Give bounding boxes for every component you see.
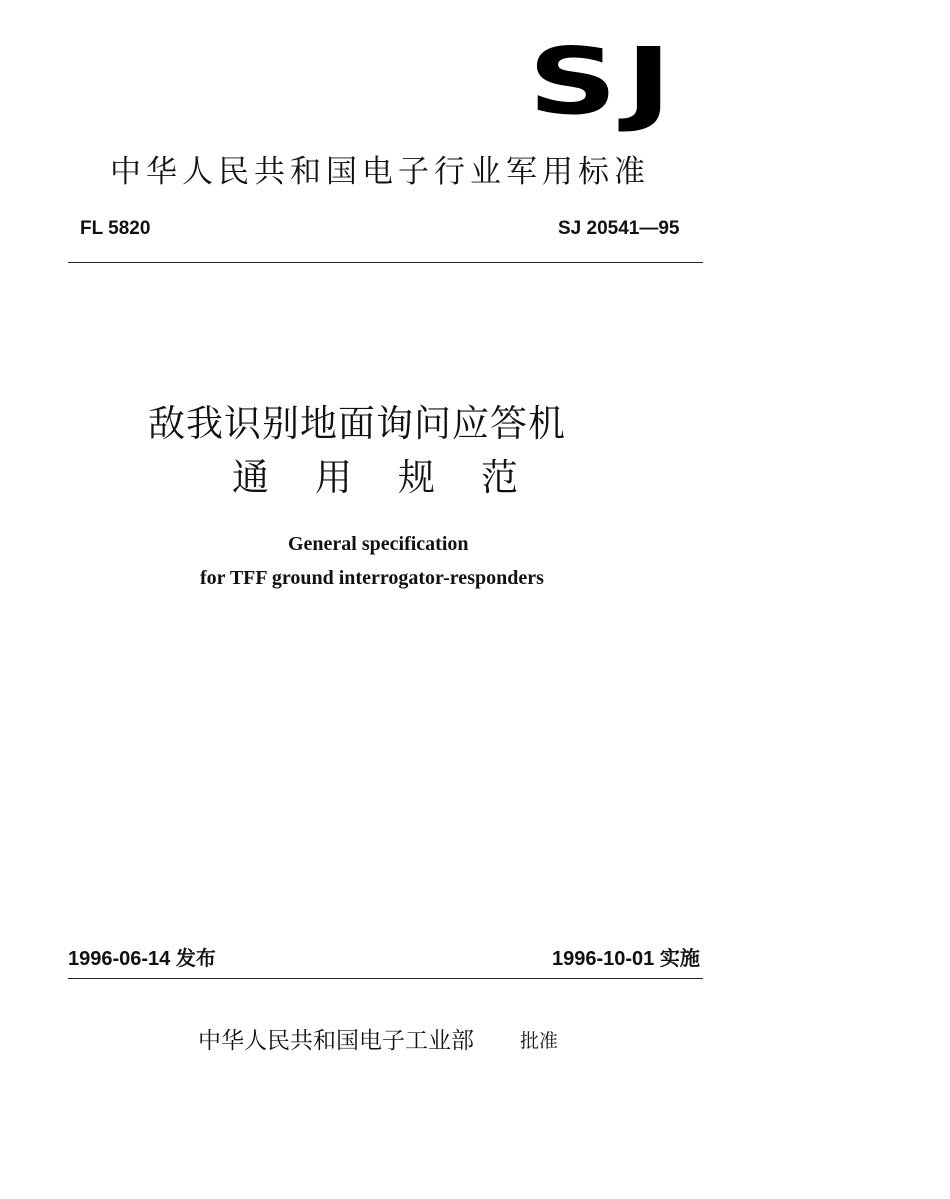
approver-org: 中华人民共和国电子工业部 xyxy=(198,1028,474,1054)
title-cn-line2: 通用规范 xyxy=(232,456,564,499)
classification-code: FL 5820 xyxy=(80,218,151,239)
title-en-line1: General specification xyxy=(288,533,469,555)
header-divider xyxy=(68,262,703,263)
approval-label: 批准 xyxy=(520,1030,559,1052)
publish-date: 1996-06-14 发布 xyxy=(68,948,216,970)
title-en-line2: for TFF ground interrogator-responders xyxy=(200,567,544,589)
sj-logo: SJ xyxy=(528,28,680,135)
title-cn-line1: 敌我识别地面询问应答机 xyxy=(148,402,566,445)
standard-number: SJ 20541—95 xyxy=(558,218,680,239)
effective-date: 1996-10-01 实施 xyxy=(552,948,700,970)
issuer-title: 中华人民共和国电子行业军用标准 xyxy=(110,154,650,190)
footer-divider xyxy=(68,978,703,979)
